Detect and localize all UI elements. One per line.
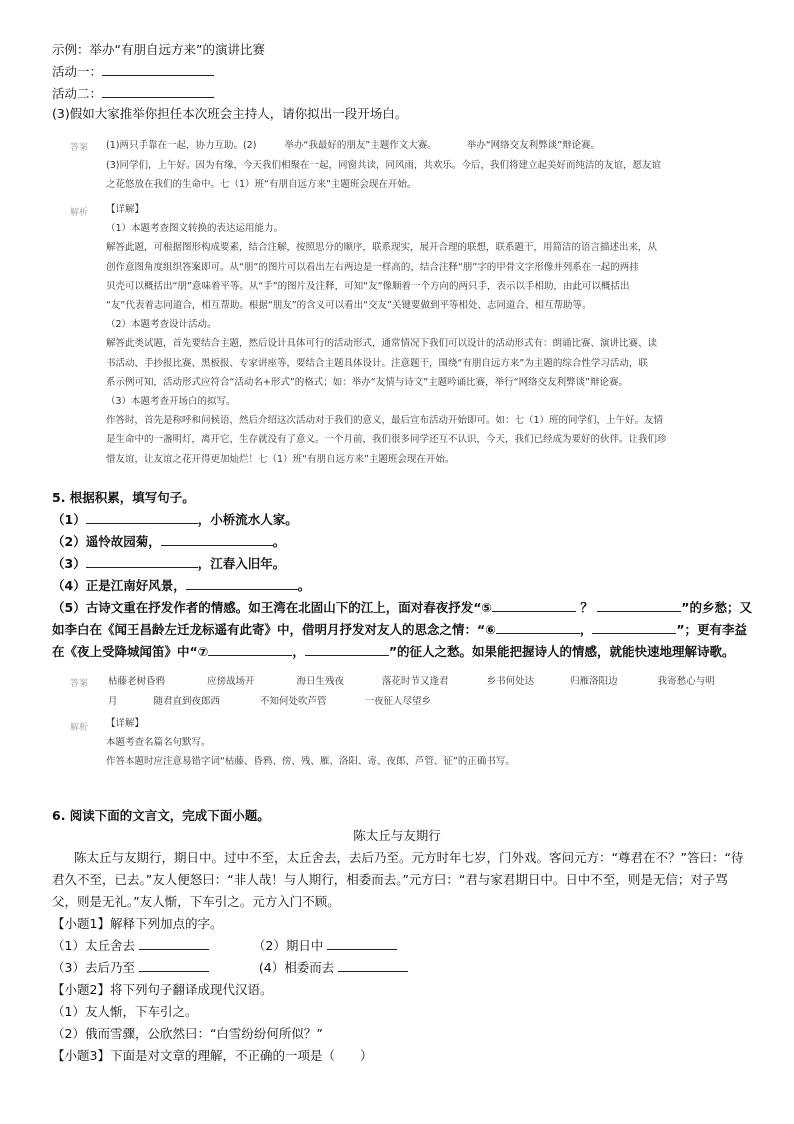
question-6-title: 6. 阅读下面的文言文，完成下面小题。 — [52, 808, 270, 823]
q5-item6-end: ”；更有李益 — [676, 622, 748, 637]
q5-item2 — [52, 532, 285, 552]
answer5-item: 枯藤老树昏鸦 — [108, 676, 166, 687]
q5-item7-end: ”的征人之愁。如果能把握诗人的情感，就能快速地理解诗歌。 — [388, 644, 735, 659]
analysis5-line1: 【详解】 — [106, 718, 145, 729]
passage-line3: 父，则是无礼。”友人惭，下车引之。元方入门不顾。 — [52, 894, 340, 909]
passage-title: 陈太丘与友期行 — [353, 828, 441, 843]
answer4-part1: (1)两只手靠在一起，协力互助。(2) — [106, 140, 257, 151]
answer4-part2: 举办“我最好的朋友”主题作文大赛。 — [284, 140, 437, 151]
q5-item7 — [52, 642, 735, 662]
q5-item7-mid: ， — [292, 644, 305, 659]
analysis5-line3: 作答本题时应注意易错字词“枯藤、昏鸦、傍、残、雁、洛阳、寄、夜郎、芦管、征”的正确书写。 — [106, 756, 515, 767]
q5-item1 — [52, 510, 298, 530]
activity2-label: 活动二： — [52, 86, 103, 101]
q5-item1-label: （1） — [52, 512, 86, 527]
answer5-item: 不知何处吹芦管 — [260, 696, 327, 707]
q5-item4-end: 。 — [297, 578, 311, 593]
analysis4-line: 书活动、手抄报比赛、黑板报、专家讲座等，要结合主题具体设计。注意题干，围绕“有朋自远方来”为主题的综合性学习活动，联 — [106, 357, 648, 369]
subquestion-2: 【小题2】将下列句子翻译成现代汉语。 — [52, 982, 273, 997]
question-5-title: 5. 根据积累，填写句子。 — [52, 490, 195, 505]
analysis-tag: 解析 — [70, 208, 89, 218]
analysis4-line: 作答时，首先是称呼和问候语，然后介绍这次活动对于我们的意义，最后宣布活动开始即可。如：七（1）班的同学们，上午好。友情 — [106, 415, 664, 427]
word-2: （2）期日中 — [252, 938, 324, 953]
word-3-blank — [139, 958, 209, 972]
word-3: （3）去后乃至 — [52, 960, 135, 975]
q5-item5-mid: ？ — [580, 600, 593, 615]
word-1-blank — [139, 936, 209, 950]
analysis4-line: 惜友谊，让友谊之花开得更加灿烂！七（1）班“有朋自远方来”主题班会现在开始。 — [106, 453, 455, 465]
analysis5-tag: 解析 — [70, 723, 89, 733]
translate-1: （1）友人惭，下车引之。 — [52, 1004, 198, 1019]
q5-item4-text: （4）正是江南好风景， — [52, 578, 186, 593]
passage-line1: 陈太丘与友期行，期日中。过中不至，太丘舍去，去后乃至。元方时年七岁，门外戏。客问元方：“尊君在不？”答曰：“待 — [74, 850, 744, 865]
q5-item6 — [52, 620, 747, 640]
analysis4-line: （2）本题考查设计活动。 — [106, 319, 217, 331]
activity1-line — [52, 62, 214, 82]
analysis4-line: 系示例可知，活动形式应符合“活动名+形式”的格式；如：举办“友情与诗文”主题吟诵比赛，举行“网络交友利弊谈”辩论赛。 — [106, 376, 628, 388]
answer5-item: 落花时节又逢君 — [382, 676, 449, 687]
answer5-item: 应傍战场开 — [207, 676, 255, 687]
word-row-2 — [52, 958, 408, 978]
answer4-line2: (3)同学们，上午好。因为有缘，今天我们相聚在一起，同窗共读，同风雨，共欢乐。今后，我们将建立起美好而纯洁的友谊，愿友谊 — [106, 160, 661, 171]
q5-item6-mid: ， — [579, 622, 593, 637]
q5-item3-label: （3） — [52, 556, 86, 571]
q5-item7-text: 在《夜上受降城闻笛》中“⑦ — [52, 644, 209, 659]
activity2-line — [52, 84, 214, 104]
q5-item1-text: ，小桥流水人家。 — [197, 512, 298, 527]
analysis4-line: 【详解】 — [106, 204, 145, 215]
q5-item2-text: （2）遥怜故园菊， — [52, 534, 161, 549]
example-line: 示例：举办“有朋自远方来”的演讲比赛 — [52, 42, 265, 57]
answer-tag: 答案 — [70, 143, 89, 153]
translate-2: （2）俄而雪骤，公欣然曰：“白雪纷纷何所似？” — [52, 1026, 323, 1041]
analysis4-line: 贝壳可以概括出“朋”意味着平等。从“手”的图片及注释，可知“友”像顺着一个方向的两只手，表示以手相助，由此可以概括出 — [106, 280, 630, 292]
answer5-item: 乡书何处达 — [486, 676, 535, 687]
q5-item5 — [52, 598, 752, 618]
analysis4-line: （3）本题考查开场白的拟写。 — [106, 396, 236, 407]
q5-blank-5b — [597, 598, 681, 612]
question-3: (3)假如大家推举你担任本次班会主持人，请你拟出一段开场白。 — [52, 106, 408, 121]
analysis4-line: （1）本题考查图文转换的表达运用能力。 — [106, 223, 284, 235]
word-4: (4）相委而去 — [258, 960, 335, 975]
q5-blank-7a — [208, 642, 292, 656]
q5-item2-end: 。 — [272, 534, 286, 549]
analysis4-line: “友”代表着志同道合，相互帮助。根据“朋友”的含义可以看出“交友”关键要做到平等相处、志同道合、相互帮助等。 — [106, 300, 592, 311]
q5-item6-text: 如李白在《闻王昌龄左迁龙标遥有此寄》中，借明月抒发对友人的思念之情：“⑥ — [52, 622, 496, 637]
word-row-1 — [52, 936, 397, 956]
activity1-blank — [102, 62, 214, 76]
answer5-row2 — [108, 692, 431, 711]
answer5-item: 随君直到夜郎西 — [153, 696, 221, 707]
q5-blank-5a — [492, 598, 576, 612]
activity1-label: 活动一： — [52, 64, 103, 79]
answer5-tag: 答案 — [70, 679, 89, 689]
analysis5-line2: 本题考查名篇名句默写。 — [106, 737, 211, 748]
word-2-blank — [327, 936, 397, 950]
q5-blank-1 — [86, 510, 198, 524]
answer5-item: 一夜征人尽望乡 — [364, 696, 432, 707]
answer5-item: 海日生残夜 — [296, 676, 345, 687]
answer4-part3: 举办“网络交友利弊谈”辩论赛。 — [466, 140, 601, 151]
analysis4-line: 是生命中的一盏明灯，离开它，生存就没有了意义。一个月前，我们很多同学还互不认识，今天，我们已经成为要好的伙伴。让我们珍 — [106, 434, 667, 446]
passage-line2: 君久不至，已去。”友人便怒曰：“非人哉！与人期行，相委而去。”元方曰：“君与家君期日中。日中不至，则是无信；对子骂 — [52, 872, 728, 887]
analysis4-line: 解答此类试题，首先要结合主题，然后设计具体可行的活动形式，通常情况下我们可以设计的活动形式有：朗诵比赛、演讲比赛、读 — [106, 338, 658, 350]
q5-item4 — [52, 576, 310, 596]
q5-item5-text: （5）古诗文重在抒发作者的情感。如王湾在北固山下的江上，面对春夜抒发“⑤ — [52, 600, 492, 615]
q5-blank-6a — [496, 620, 580, 634]
q5-blank-6b — [592, 620, 676, 634]
subquestion-1: 【小题1】解释下列加点的字。 — [52, 916, 223, 931]
answer5-item: 归雁洛阳边 — [570, 676, 618, 687]
q5-item3-text: ，江春入旧年。 — [197, 556, 286, 571]
word-1: （1）太丘舍去 — [52, 938, 135, 953]
answer4-line3: 之花悠放在我们的生命中。七（1）班“有朋自远方来”主题班会现在开始。 — [106, 179, 417, 190]
answer5-row1 — [108, 672, 715, 691]
answer5-item: 我寄愁心与明 — [657, 676, 715, 687]
analysis4-line: 创作意图角度组织答案即可。从“朋”的图片可以看出左右两边是一样高的，结合注释“朋”字的甲骨文字形像并列系在一起的两挂 — [106, 261, 639, 273]
q5-blank-4 — [186, 576, 298, 590]
answer4-line1 — [106, 136, 600, 155]
q5-blank-7b — [305, 642, 389, 656]
subquestion-3: 【小题3】下面是对文章的理解，不正确的一项是（ ） — [52, 1048, 373, 1063]
answer5-item: 月 — [108, 696, 118, 707]
word-4-blank — [338, 958, 408, 972]
q5-blank-3 — [86, 554, 198, 568]
analysis4-line: 解答此题，可根据图形构成要素，结合注解，按照思分的顺序，联系现实，展开合理的联想，联系题干，用简洁的语言描述出来，从 — [106, 242, 658, 254]
q5-blank-2 — [161, 532, 273, 546]
q5-item5-end: ”的乡愁；又 — [681, 600, 752, 615]
q5-item3 — [52, 554, 285, 574]
activity2-blank — [102, 84, 214, 98]
